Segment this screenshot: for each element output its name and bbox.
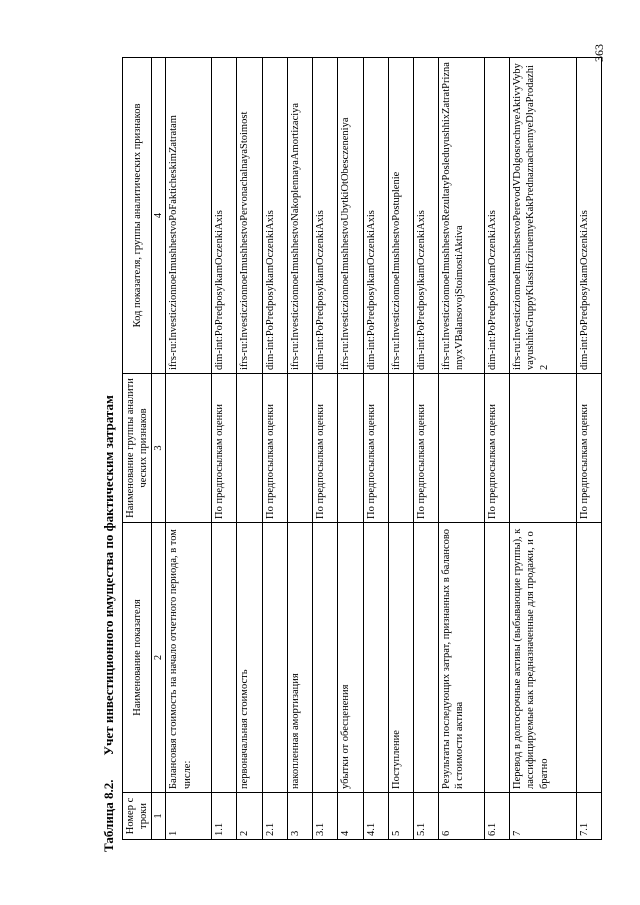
table-row	[363, 58, 388, 840]
group-name: По предпосылкам оценки	[262, 374, 287, 523]
group-name: По предпосылкам оценки	[212, 374, 237, 523]
group-name	[510, 374, 576, 523]
row-number: 5.1	[414, 793, 439, 840]
table-row	[576, 58, 601, 840]
group-name	[388, 374, 413, 523]
table-label: Таблица 8.2.	[101, 779, 116, 852]
table-row	[237, 58, 262, 840]
column-number-row	[152, 58, 166, 840]
indicator-code: dim-int:PoPredposylkamOczenkiAxis	[485, 58, 510, 374]
indicator-name: Поступление	[388, 523, 413, 793]
indicator-name	[485, 523, 510, 793]
indicator-name	[576, 523, 601, 793]
column-number: 2	[152, 523, 166, 793]
header-group-name: Наименование группы аналитических признаков	[123, 374, 152, 523]
header-row	[123, 58, 152, 840]
group-name	[338, 374, 363, 523]
indicator-name: убытки от обесценения	[338, 523, 363, 793]
row-number: 7.1	[576, 793, 601, 840]
rotated-page-content	[96, 58, 640, 858]
indicator-name: первоначальная стоимость	[237, 523, 262, 793]
group-name	[166, 374, 212, 523]
indicator-code: ifrs-ru:InvesticzionnoeImushhestvoPerevodVDolgosrochnyeAktivyVybyvayushhieGruppyKlassificziruemyeKakPrednaznachennyeDlyaProdazhi2	[510, 58, 576, 374]
group-name	[237, 374, 262, 523]
header-row-number: Номер строки	[123, 793, 152, 840]
investment-property-table	[122, 57, 602, 840]
indicator-name	[313, 523, 338, 793]
column-number: 1	[152, 793, 166, 840]
column-number: 3	[152, 374, 166, 523]
group-name: По предпосылкам оценки	[485, 374, 510, 523]
table-row	[485, 58, 510, 840]
table-row	[439, 58, 485, 840]
table-row	[313, 58, 338, 840]
indicator-name	[363, 523, 388, 793]
row-number: 1.1	[212, 793, 237, 840]
table-caption	[96, 58, 122, 858]
group-name: По предпосылкам оценки	[414, 374, 439, 523]
table-row	[338, 58, 363, 840]
indicator-code: ifrs-ru:InvesticzionnoeImushhestvoPostuplenie	[388, 58, 413, 374]
row-number: 2	[237, 793, 262, 840]
indicator-name	[212, 523, 237, 793]
group-name	[287, 374, 312, 523]
indicator-name: Результаты последующих затрат, признанных в балансовой стоимости актива	[439, 523, 485, 793]
indicator-code: dim-int:PoPredposylkamOczenkiAxis	[212, 58, 237, 374]
row-number: 6	[439, 793, 485, 840]
row-number: 1	[166, 793, 212, 840]
indicator-code: dim-int:PoPredposylkamOczenkiAxis	[576, 58, 601, 374]
table-row	[388, 58, 413, 840]
table-row	[166, 58, 212, 840]
indicator-name: накопленная амортизация	[287, 523, 312, 793]
table-row	[414, 58, 439, 840]
group-name: По предпосылкам оценки	[576, 374, 601, 523]
table-row	[212, 58, 237, 840]
column-number: 4	[152, 58, 166, 374]
indicator-name: Балансовая стоимость на начало отчетного периода, в том числе:	[166, 523, 212, 793]
indicator-name	[262, 523, 287, 793]
indicator-code: ifrs-ru:InvesticzionnoeImushhestvoPoFakticheskimZatratam	[166, 58, 212, 374]
indicator-code: dim-int:PoPredposylkamOczenkiAxis	[363, 58, 388, 374]
row-number: 3	[287, 793, 312, 840]
table-title: Учет инвестиционного имущества по фактическим затратам	[101, 395, 116, 756]
page-number: 363	[592, 44, 606, 62]
row-number: 7	[510, 793, 576, 840]
header-indicator-name: Наименование показателя	[123, 523, 152, 793]
row-number: 3.1	[313, 793, 338, 840]
row-number: 4	[338, 793, 363, 840]
indicator-code: dim-int:PoPredposylkamOczenkiAxis	[262, 58, 287, 374]
row-number: 4.1	[363, 793, 388, 840]
row-number: 5	[388, 793, 413, 840]
group-name	[439, 374, 485, 523]
indicator-code: dim-int:PoPredposylkamOczenkiAxis	[414, 58, 439, 374]
table-row	[262, 58, 287, 840]
indicator-code: ifrs-ru:InvesticzionnoeImushhestvoPervonachalnayaStoimost	[237, 58, 262, 374]
row-number: 6.1	[485, 793, 510, 840]
group-name: По предпосылкам оценки	[313, 374, 338, 523]
row-number: 2.1	[262, 793, 287, 840]
indicator-code: ifrs-ru:InvesticzionnoeImushhestvoUbytkiOtObesczeneniya	[338, 58, 363, 374]
indicator-code: ifrs-ru:InvesticzionnoeImushhestvoNakoplennayaAmortizaciya	[287, 58, 312, 374]
indicator-name	[414, 523, 439, 793]
indicator-code: ifrs-ru:InvesticzionnoeImushhestvoRezultatyPosleduyushhixZatratPriznannyxVBalansovojStoimostiAktiva	[439, 58, 485, 374]
table-row	[287, 58, 312, 840]
table-row	[510, 58, 576, 840]
indicator-code: dim-int:PoPredposylkamOczenkiAxis	[313, 58, 338, 374]
table-body	[166, 58, 602, 840]
group-name: По предпосылкам оценки	[363, 374, 388, 523]
header-code: Код показателя, группы аналитических признаков	[123, 58, 152, 374]
indicator-name: Перевод в долгосрочные активы (выбывающие группы), классифицируемые как предназначенные для продажи, и обратно	[510, 523, 576, 793]
